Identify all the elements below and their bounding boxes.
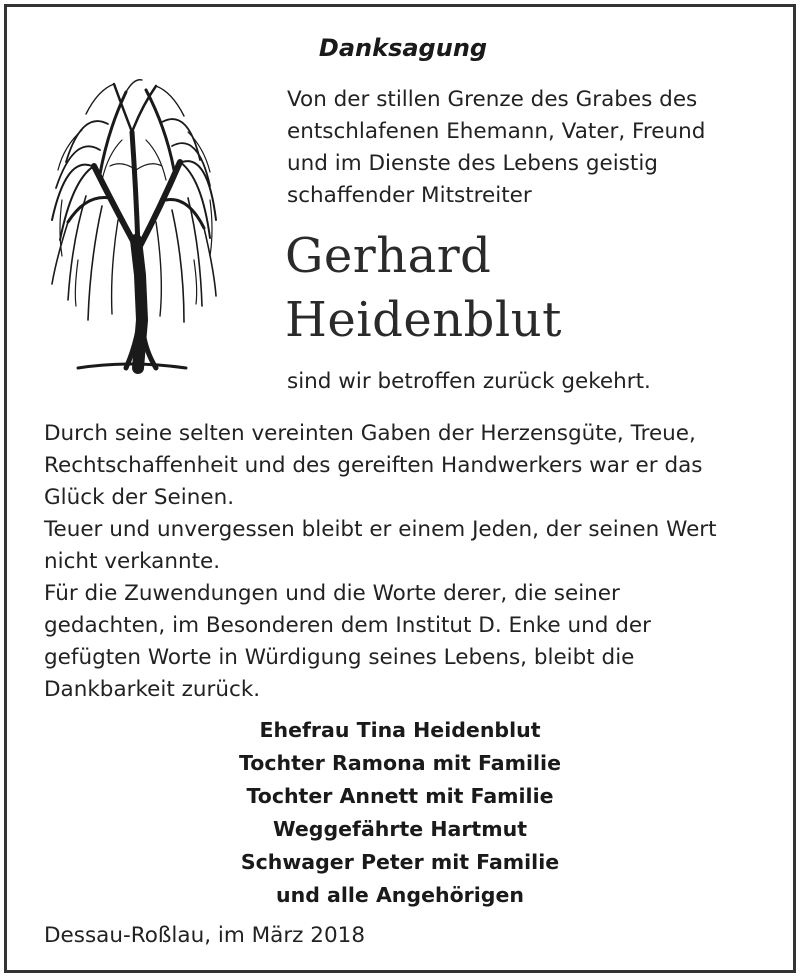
place-date: Dessau-Roßlau, im März 2018 xyxy=(44,923,366,948)
signer: Weggefährte Hartmut xyxy=(273,817,527,841)
last-name: Heidenblut xyxy=(285,292,562,348)
intro-line: und im Dienste des Lebens geistig xyxy=(287,151,658,176)
weeping-tree-icon xyxy=(38,70,223,380)
body-line: gedachten, im Besonderen dem Institut D. Enke und der xyxy=(44,613,651,638)
intro-line: entschlafenen Ehemann, Vater, Freund xyxy=(287,119,706,144)
signer: Schwager Peter mit Familie xyxy=(240,850,560,874)
body-line: Glück der Seinen. xyxy=(44,485,235,510)
body-line: nicht verkannte. xyxy=(44,549,221,574)
first-name: Gerhard xyxy=(285,228,492,284)
notice-heading: Danksagung xyxy=(318,34,488,62)
deceased-name xyxy=(285,224,765,352)
signers-list xyxy=(150,714,650,912)
returned-line: sind wir betroffen zurück gekehrt. xyxy=(287,369,651,394)
intro-line: Von der stillen Grenze des Grabes des xyxy=(287,87,698,112)
intro-text xyxy=(287,84,757,212)
body-line: gefügten Worte in Würdigung seines Lebens, bleibt die xyxy=(44,645,635,670)
signer: Tochter Ramona mit Familie xyxy=(239,751,561,775)
signer: Ehefrau Tina Heidenblut xyxy=(259,718,541,742)
body-line: Teuer und unvergessen bleibt er einem Jeden, der seinen Wert xyxy=(44,517,717,542)
body-text xyxy=(44,418,774,706)
signer: und alle Angehörigen xyxy=(276,883,524,907)
signer: Tochter Annett mit Familie xyxy=(246,784,554,808)
intro-line: schaffender Mitstreiter xyxy=(287,183,532,208)
body-line: Dankbarkeit zurück. xyxy=(44,677,261,702)
body-line: Rechtschaffenheit und des gereiften Handwerkers war er das xyxy=(44,453,703,478)
body-line: Durch seine selten vereinten Gaben der Herzensgüte, Treue, xyxy=(44,421,696,446)
body-line: Für die Zuwendungen und die Worte derer, die seiner xyxy=(44,581,620,606)
